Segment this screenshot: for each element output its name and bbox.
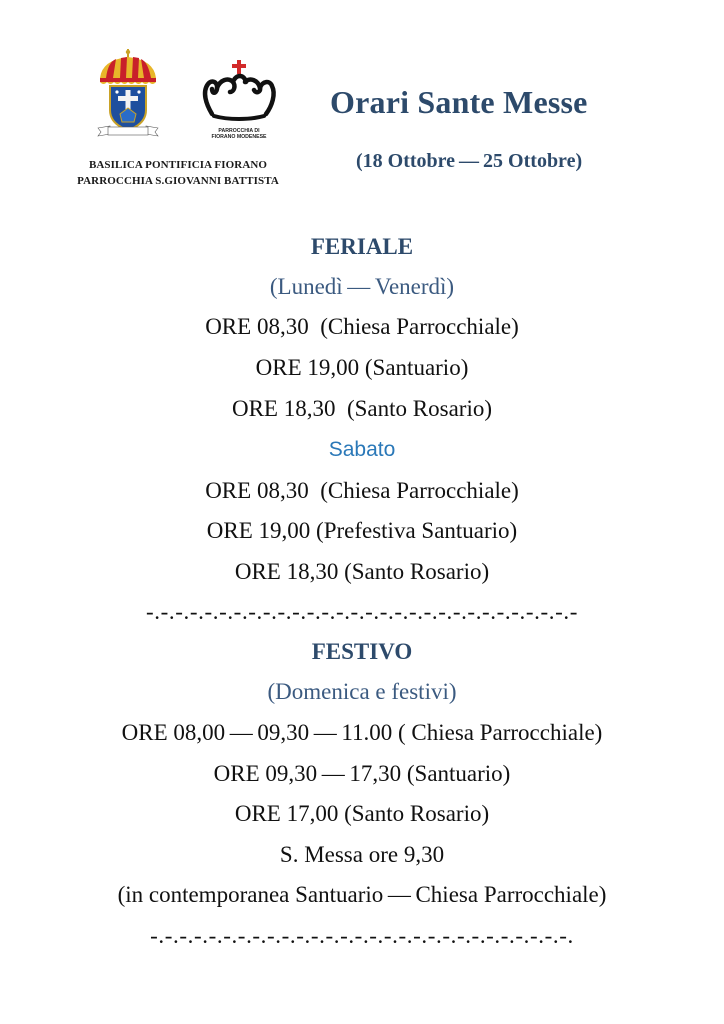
festivo-time-1: ORE 08,00 — 09,30 — 11.00 ( Chiesa Parrocchiale)	[121, 720, 603, 745]
festivo-days: (Domenica e festivi)	[267, 679, 457, 704]
separator-1: -.-.-.-.-.-.-.-.-.-.-.-.-.-.-.-.-.-.-.-.-.-.-.-.-.-.-.-.-.-	[146, 599, 578, 624]
feriale-time-1: ORE 08,30 (Chiesa Parrocchiale)	[205, 314, 519, 339]
separator-2: -.-.-.-.-.-.-.-.-.-.-.-.-.-.-.-.-.-.-.-.-.-.-.-.-.-.-.-.-.	[150, 923, 574, 948]
date-range-subtitle: (18 Ottobre — 25 Ottobre)	[356, 150, 583, 172]
page-title: Orari Sante Messe	[330, 84, 588, 120]
parish-logo-caption-2: FIORANO MODENESE	[211, 134, 267, 140]
sabato-heading: Sabato	[328, 438, 396, 461]
basilica-crest-icon	[96, 48, 160, 140]
feriale-heading: FERIALE	[310, 234, 414, 259]
feriale-days: (Lunedì — Venerdì)	[269, 274, 455, 299]
basilica-caption: BASILICA PONTIFICIA FIORANO	[88, 159, 268, 171]
sabato-time-2: ORE 19,00 (Prefestiva Santuario)	[206, 518, 518, 543]
festivo-heading: FESTIVO	[311, 639, 413, 664]
festivo-time-2: ORE 09,30 — 17,30 (Santuario)	[213, 761, 511, 786]
feriale-time-3: ORE 18,30 (Santo Rosario)	[231, 396, 492, 421]
sabato-time-1: ORE 08,30 (Chiesa Parrocchiale)	[205, 478, 519, 503]
feriale-time-2: ORE 19,00 (Santuario)	[255, 355, 469, 380]
parish-caption: PARROCCHIA S.GIOVANNI BATTISTA	[77, 175, 279, 187]
festivo-mass-note: S. Messa ore 9,30	[279, 842, 445, 867]
sabato-time-3: ORE 18,30 (Santo Rosario)	[234, 559, 490, 584]
festivo-time-3: ORE 17,00 (Santo Rosario)	[234, 801, 490, 826]
festivo-mass-detail: (in contemporanea Santuario — Chiesa Parrocchiale)	[117, 882, 607, 907]
parish-logo-caption-1: PARROCCHIA DI	[218, 128, 260, 134]
